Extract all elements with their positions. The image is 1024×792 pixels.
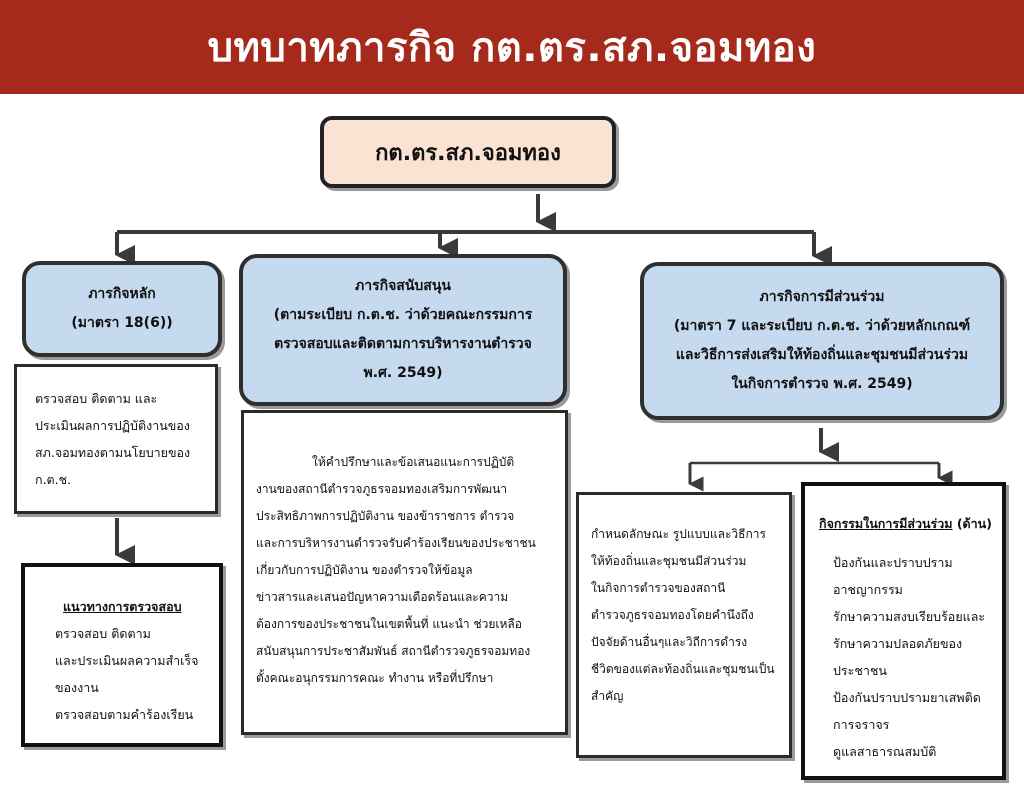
root-node bbox=[320, 116, 616, 188]
guideline-line: ตรวจสอบ ติดตาม bbox=[55, 626, 151, 641]
criteria-line: ให้ท้องถิ่นและชุมชนมีส่วนร่วม bbox=[591, 554, 747, 568]
support-detail-line: และการบริหารงานตำรวจรับคำร้องเรียนของประชาชน bbox=[256, 536, 536, 550]
support-mission-box bbox=[239, 254, 567, 406]
participation-mission-line: (มาตรา 7 และระเบียบ ก.ต.ช. ว่าด้วยหลักเกณฑ์ bbox=[673, 318, 971, 334]
criteria-line: สำคัญ bbox=[591, 689, 624, 703]
guideline-box bbox=[21, 563, 223, 747]
criteria-line: ชีวิตของแต่ละท้องถิ่นและชุมชนเป็น bbox=[591, 662, 775, 676]
activity-item: การจราจร bbox=[833, 717, 890, 732]
guideline-line: และประเมินผลความสำเร็จ bbox=[55, 653, 199, 668]
activity-item: ประชาชน bbox=[833, 663, 887, 678]
main-mission-subtitle: (มาตรา 18(6)) bbox=[71, 315, 173, 331]
participation-mission-box bbox=[640, 262, 1004, 420]
main-mission-title: ภารกิจหลัก bbox=[88, 286, 156, 302]
guideline-line: ตรวจสอบตามคำร้องเรียน bbox=[55, 707, 194, 722]
support-mission-line: พ.ศ. 2549) bbox=[363, 365, 443, 381]
support-detail-line: ข่าวสารและเสนอปัญหาความเดือดร้อนและความ bbox=[256, 590, 509, 604]
support-mission-line: ตรวจสอบและติดตามการบริหารงานตำรวจ bbox=[274, 336, 532, 352]
page-title: บทบาทภารกิจ กต.ตร.สภ.จอมทอง bbox=[207, 25, 817, 71]
participation-mission-line: และวิธีการส่งเสริมให้ท้องถิ่นและชุมชนมีส่วนร่วม bbox=[675, 347, 969, 363]
root-label: กต.ตร.สภ.จอมทอง bbox=[375, 140, 561, 166]
support-detail-line: ต้องการของประชาชนในเขตพื้นที่ แนะนำ ช่วยเหลือ bbox=[256, 617, 522, 631]
participation-criteria-box bbox=[576, 492, 792, 758]
participation-mission-title: ภารกิจการมีส่วนร่วม bbox=[759, 289, 885, 305]
support-detail-line: งานของสถานีตำรวจภูธรจอมทองเสริมการพัฒนา bbox=[256, 482, 508, 496]
support-detail-line: สนับสนุนการประชาสัมพันธ์ สถานีตำรวจภูธรจอมทอง bbox=[256, 644, 531, 658]
support-detail-line: ตั้งคณะอนุกรรมการคณะ ทำงาน หรือที่ปรึกษา bbox=[256, 671, 494, 685]
main-mission-box bbox=[22, 261, 222, 357]
criteria-line: กำหนดลักษณะ รูปแบบและวิธีการ bbox=[591, 527, 766, 541]
activity-item: รักษาความปลอดภัยของ bbox=[833, 636, 963, 651]
main-detail-line: ตรวจสอบ ติดตาม และ bbox=[35, 391, 158, 406]
participation-activities-box bbox=[801, 482, 1006, 780]
main-mission-detail bbox=[14, 364, 218, 514]
support-detail-line: เกี่ยวกับการปฏิบัติงาน ของตำรวจให้ข้อมูล bbox=[256, 563, 473, 577]
support-detail-line: ให้คำปรึกษาและข้อเสนอแนะการปฏิบัติ bbox=[312, 455, 515, 469]
activity-item: รักษาความสงบเรียบร้อยและ bbox=[833, 609, 986, 624]
main-detail-line: สภ.จอมทองตามนโยบายของ bbox=[35, 445, 191, 460]
support-mission-title: ภารกิจสนับสนุน bbox=[355, 278, 451, 294]
activity-item: ป้องกันปราบปรามยาเสพติด bbox=[833, 690, 981, 705]
criteria-line: ปัจจัยด้านอื่นๆและวิถีการดำรง bbox=[591, 635, 748, 649]
guideline-title: แนวทางการตรวจสอบ bbox=[63, 599, 182, 614]
activities-title-suffix: (ด้าน) bbox=[952, 516, 992, 531]
activities-heading bbox=[819, 510, 998, 537]
activity-item: ป้องกันและปราบปราม bbox=[833, 555, 953, 570]
main-detail-line: ก.ต.ช. bbox=[35, 472, 72, 487]
participation-mission-line: ในกิจการตำรวจ พ.ศ. 2549) bbox=[731, 376, 913, 392]
criteria-line: ตำรวจภูธรจอมทองโดยคำนึงถึง bbox=[591, 608, 754, 622]
support-detail-line: ประสิทธิภาพการปฏิบัติงาน ของข้าราชการ ตำรวจ bbox=[256, 509, 515, 523]
activities-title: กิจกรรมในการมีส่วนร่วม bbox=[819, 516, 953, 531]
activity-item: อาชญากรรม bbox=[833, 582, 903, 597]
main-detail-line: ประเมินผลการปฏิบัติงานของ bbox=[35, 418, 190, 433]
guideline-line: ของงาน bbox=[55, 680, 99, 695]
support-mission-detail bbox=[241, 410, 568, 735]
support-mission-line: (ตามระเบียบ ก.ต.ช. ว่าด้วยคณะกรรมการ bbox=[273, 307, 533, 323]
activities-list bbox=[819, 549, 998, 765]
criteria-line: ในกิจการตำรวจของสถานี bbox=[591, 581, 726, 595]
activity-item: ดูแลสาธารณสมบัติ bbox=[833, 744, 937, 759]
